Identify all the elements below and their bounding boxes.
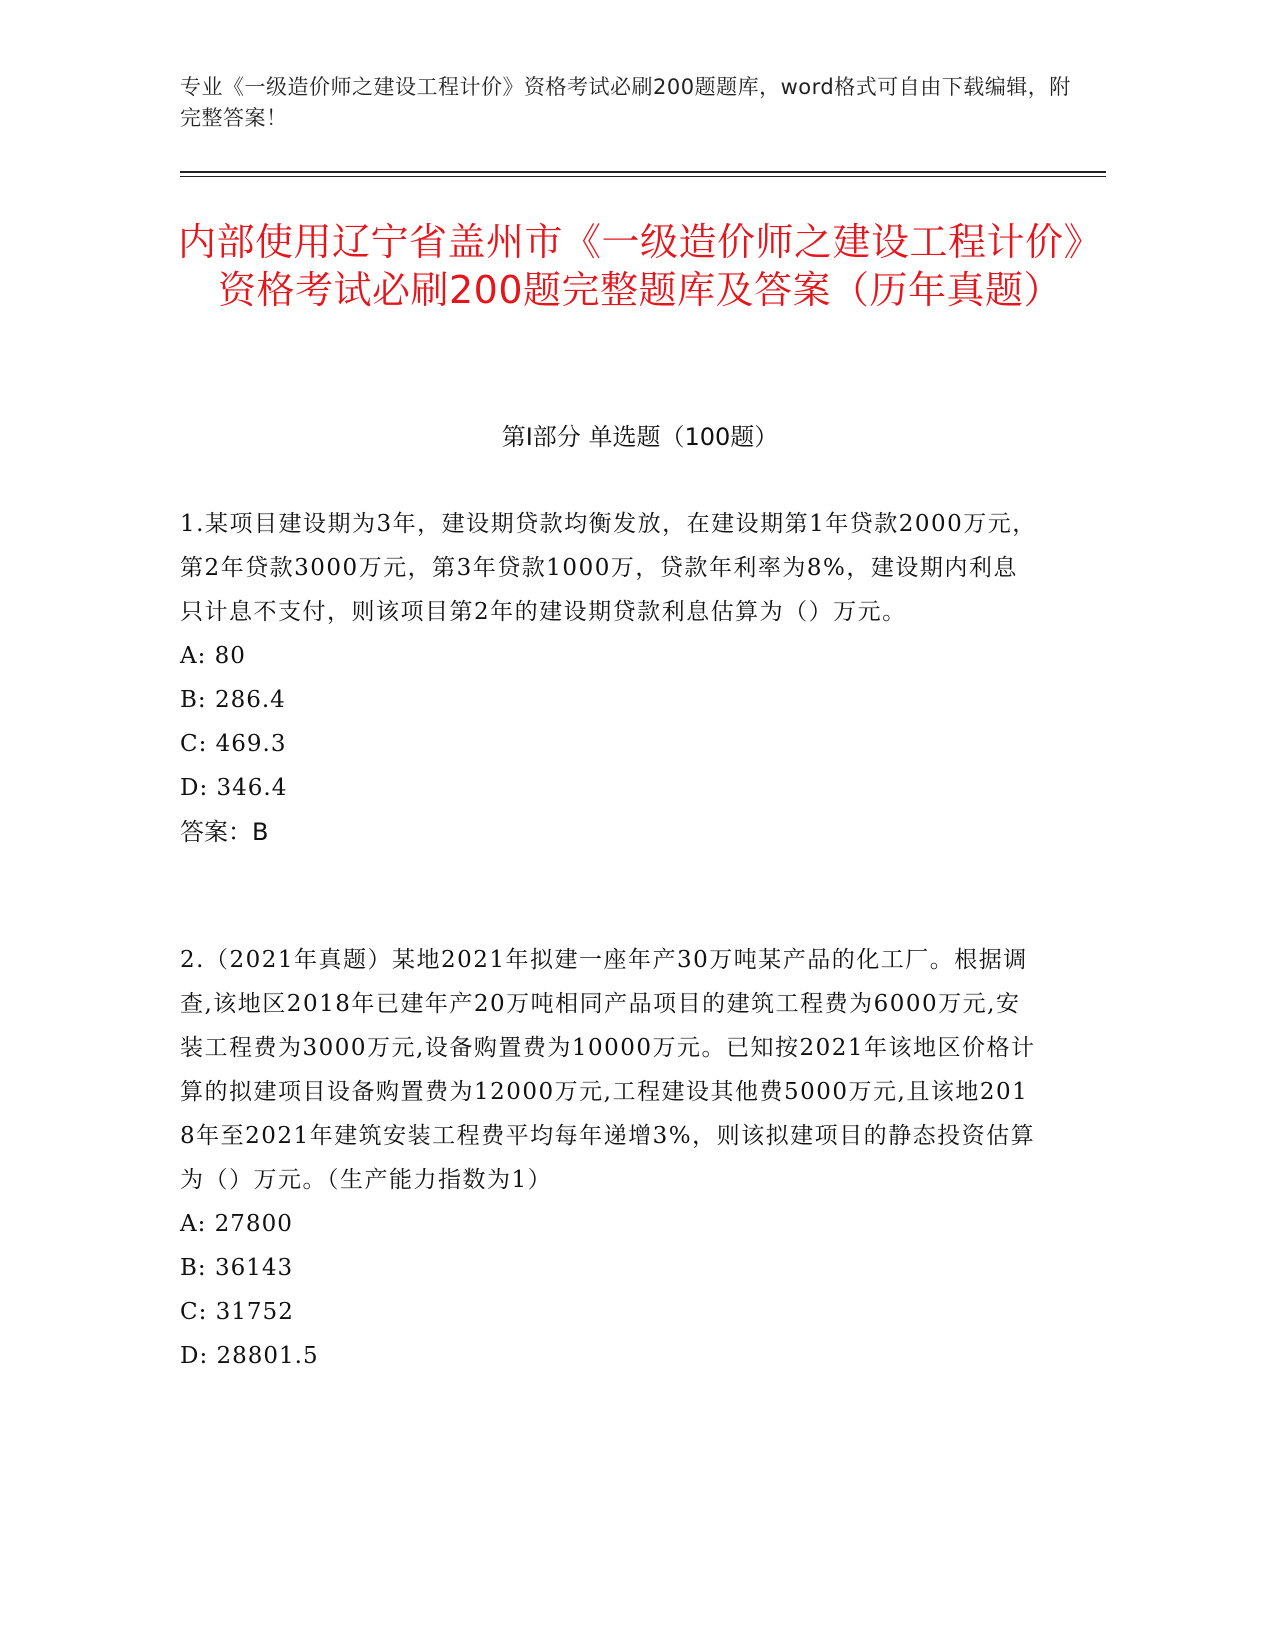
option-b: B: 36143	[180, 1255, 294, 1281]
option-d: D: 346.4	[180, 775, 288, 801]
option-a: A: 80	[180, 643, 246, 669]
section-title: 第Ⅰ部分 单选题（100题）	[501, 423, 779, 451]
option-d: D: 28801.5	[180, 1343, 319, 1369]
answer-line: 答案：B	[180, 818, 269, 846]
header-note: 专业《一级造价师之建设工程计价》资格考试必刷200题题库，word格式可自由下载编辑，附完整答案！	[180, 75, 1071, 130]
option-c: C: 469.3	[180, 731, 287, 757]
document-title: 内部使用辽宁省盖州市《一级造价师之建设工程计价》资格考试必刷200题完整题库及答案（历年真题）	[177, 220, 1102, 312]
question-text: 2.（2021年真题）某地2021年拟建一座年产30万吨某产品的化工厂。根据调查,该地区2018年已建年产20万吨相同产品项目的建筑工程费为6000万元,安装工程费为3000万元,设备购置费为10000万元。已知按2021年该地区价格计算的拟建项目设备购置费为12000万元,工程建设其他费5000万元,且该地2018年至2021年建筑安装工程费平均每年递增3%，则该拟建项目的静态投资估算为（）万元。（生产能力指数为1）	[180, 947, 1036, 1193]
option-b: B: 286.4	[180, 687, 286, 713]
question-1	[180, 502, 1040, 854]
question-text: 1.某项目建设期为3年，建设期贷款均衡发放，在建设期第1年贷款2000万元，第2年贷款3000万元，第3年贷款1000万，贷款年利率为8%，建设期内利息只计息不支付，则该项目第2年的建设期贷款利息估算为（）万元。	[180, 511, 1037, 625]
header-divider	[180, 171, 1106, 173]
header-divider-thin	[180, 176, 1106, 177]
option-c: C: 31752	[180, 1299, 294, 1325]
option-a: A: 27800	[180, 1211, 293, 1237]
question-2	[180, 938, 1040, 1378]
